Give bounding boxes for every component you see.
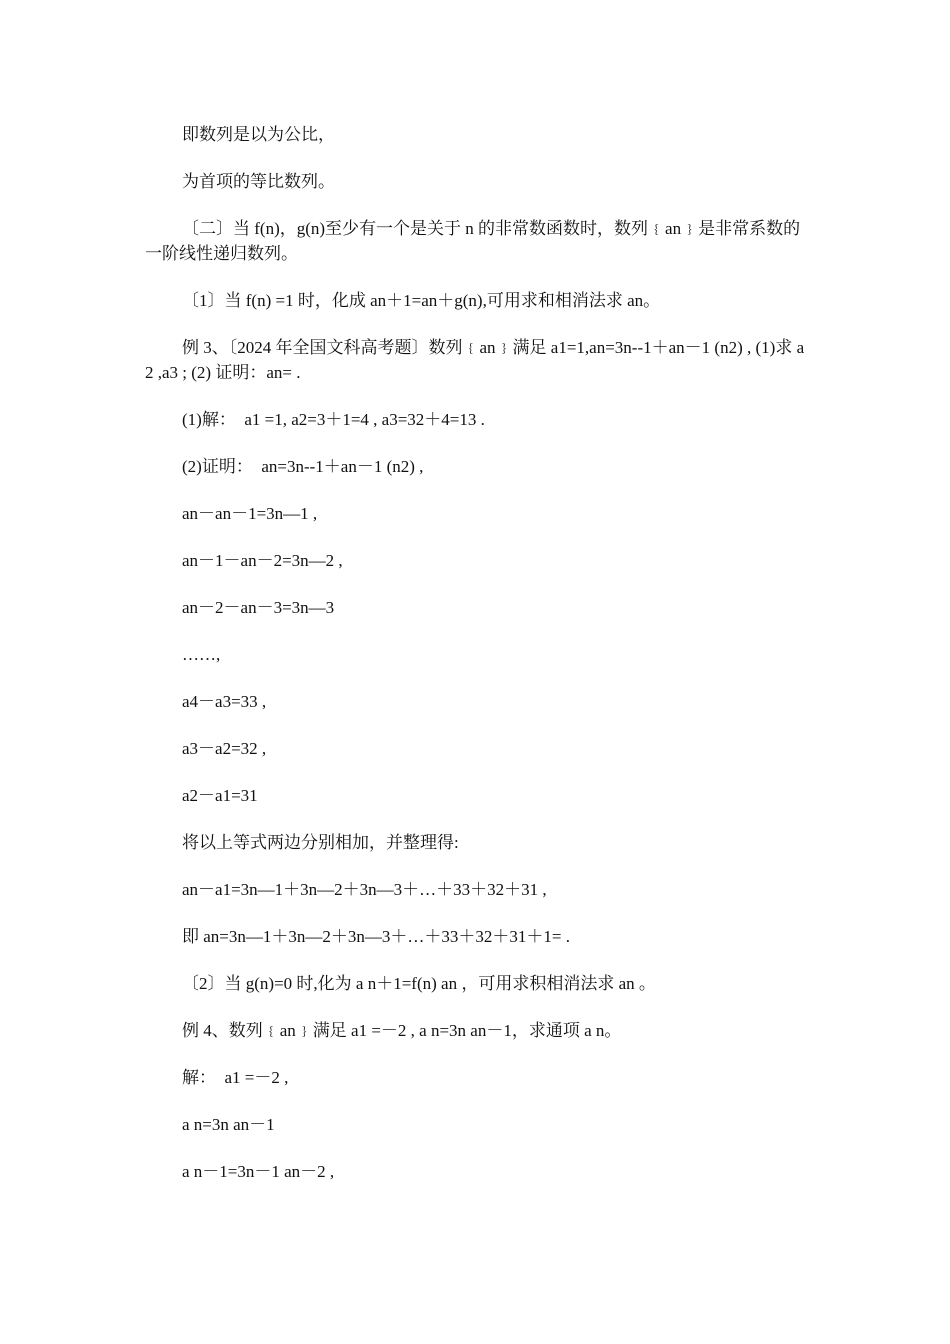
paragraph-7: (2)证明： an=3n--1＋an－1 (n2) ,: [182, 457, 424, 476]
document-body: [145, 122, 805, 1206]
paragraph-3: 〔二〕当 f(n)，g(n)至少有一个是关于 n 的非常数函数时，数列﹛an﹜是非常系数的一阶线性递归数列。: [145, 219, 801, 263]
paragraph-12: a4－a3=33 ,: [182, 692, 267, 711]
paragraph-22: a n－1=3n－1 an－2 ,: [182, 1162, 335, 1181]
paragraph-13: a3－a2=32 ,: [182, 739, 267, 758]
paragraph-20: 解： a1 =－2 ,: [182, 1068, 289, 1087]
paragraph-5: 例 3、〔2024 年全国文科高考题〕数列﹛an﹜满足 a1=1,an=3n--1＋an－1 (n2) , (1)求 a2 ,a3 ; (2) 证明：an= .: [145, 338, 805, 382]
paragraph-21: a n=3n an－1: [182, 1115, 275, 1134]
paragraph-16: an－a1=3n—1＋3n—2＋3n—3＋…＋33＋32＋31 ,: [182, 880, 547, 899]
paragraph-9: an－1－an－2=3n—2 ,: [182, 551, 343, 570]
paragraph-4: 〔1〕当 f(n) =1 时，化成 an＋1=an＋g(n),可用求和相消法求 an。: [182, 291, 661, 310]
paragraph-11: ……,: [182, 645, 221, 664]
paragraph-2: 为首项的等比数列。: [182, 172, 335, 191]
paragraph-15: 将以上等式两边分别相加，并整理得:: [182, 833, 459, 852]
paragraph-14: a2－a1=31: [182, 786, 258, 805]
paragraph-6: (1)解： a1 =1, a2=3＋1=4 , a3=32＋4=13 .: [182, 410, 485, 429]
paragraph-8: an－an－1=3n—1 ,: [182, 504, 318, 523]
paragraph-17: 即 an=3n—1＋3n—2＋3n—3＋…＋33＋32＋31＋1= .: [182, 927, 570, 946]
paragraph-19: 例 4、数列﹛an﹜满足 a1 =－2 , a n=3n an－1，求通项 a n。: [182, 1021, 622, 1040]
paragraph-18: 〔2〕当 g(n)=0 时,化为 a n＋1=f(n) an ，可用求积相消法求 an 。: [182, 974, 656, 993]
paragraph-1: 即数列是以为公比，: [182, 125, 335, 144]
paragraph-10: an－2－an－3=3n—3: [182, 598, 335, 617]
